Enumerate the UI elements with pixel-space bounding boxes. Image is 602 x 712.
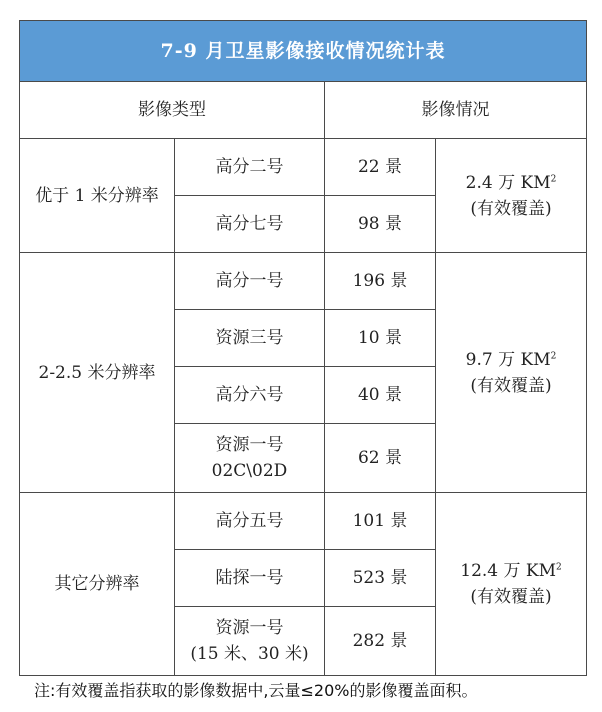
table-row	[20, 139, 587, 196]
satellite-cell: 高分一号	[175, 253, 325, 310]
count-cell: 98 景	[325, 196, 436, 253]
table-title: 7-9 月卫星影像接收情况统计表	[20, 21, 587, 82]
footnote: 注:有效覆盖指获取的影像数据中,云量≤20%的影像覆盖面积。	[34, 681, 478, 700]
satellite-cell	[175, 607, 325, 676]
coverage-unit-exponent: 2	[556, 562, 562, 573]
satellite-cell: 资源三号	[175, 310, 325, 367]
count-cell: 196 景	[325, 253, 436, 310]
table-row	[20, 493, 587, 550]
coverage-value: 2.4 万 KM	[465, 172, 551, 193]
header-image-type: 影像类型	[20, 82, 325, 139]
stats-table	[19, 20, 587, 676]
count-cell: 40 景	[325, 367, 436, 424]
resolution-cell: 2-2.5 米分辨率	[20, 253, 175, 493]
satellite-cell: 高分二号	[175, 139, 325, 196]
satellite-name: 资源一号	[215, 618, 284, 638]
count-cell: 10 景	[325, 310, 436, 367]
coverage-cell	[436, 493, 587, 676]
resolution-cell: 优于 1 米分辨率	[20, 139, 175, 253]
table-row	[20, 253, 587, 310]
coverage-value: 12.4 万 KM	[460, 561, 557, 581]
coverage-note: (有效覆盖)	[470, 587, 552, 607]
satellite-cell: 高分五号	[175, 493, 325, 550]
count-cell: 101 景	[325, 493, 436, 550]
count-cell: 282 景	[325, 607, 436, 676]
count-cell: 523 景	[325, 550, 436, 607]
satellite-cell	[175, 424, 325, 493]
coverage-note: (有效覆盖)	[470, 198, 552, 219]
coverage-cell	[436, 253, 587, 493]
satellite-subname: (15 米、30 米)	[190, 644, 309, 664]
satellite-cell: 高分七号	[175, 196, 325, 253]
satellite-cell: 高分六号	[175, 367, 325, 424]
satellite-name: 资源一号	[215, 435, 284, 455]
header-image-status: 影像情况	[325, 82, 587, 139]
resolution-cell: 其它分辨率	[20, 493, 175, 676]
satellite-cell: 陆探一号	[175, 550, 325, 607]
coverage-value: 9.7 万 KM	[465, 349, 551, 370]
satellite-subname: 02C\02D	[211, 461, 288, 481]
coverage-cell	[436, 139, 587, 253]
count-cell: 22 景	[325, 139, 436, 196]
count-cell: 62 景	[325, 424, 436, 493]
coverage-note: (有效覆盖)	[470, 375, 552, 396]
coverage-unit-exponent: 2	[550, 173, 557, 184]
coverage-unit-exponent: 2	[550, 350, 557, 361]
